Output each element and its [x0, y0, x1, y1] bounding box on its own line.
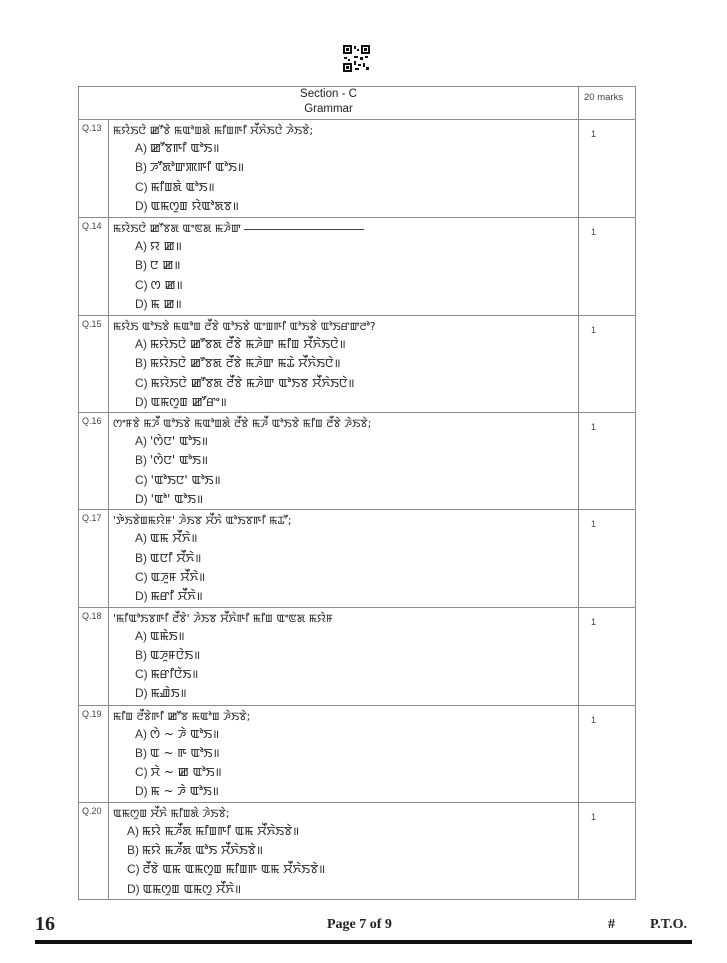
answer-option — [109, 197, 578, 216]
option-text: ꯃꯉꯥꯏ॥ — [150, 686, 187, 701]
option-label: B) — [135, 745, 147, 760]
question-row — [79, 120, 636, 218]
option-text: ꯑꯃ ꯆꯩꯈꯥ॥ — [150, 531, 198, 546]
answer-option — [109, 782, 578, 801]
question-text-content: ꯃꯌꯥꯏꯅꯥ ꯀꯧꯕꯗ ꯑꯦꯟꯗ ꯃꯍꯥꯛ — [113, 222, 241, 235]
section-header — [79, 87, 579, 120]
question-body — [109, 413, 579, 510]
option-label: D) — [135, 492, 148, 507]
answer-option — [109, 256, 578, 275]
option-text: ꯃꯤꯡꯗꯥ ꯑꯣꯏ॥ — [150, 179, 215, 194]
question-marks: 1 — [579, 218, 636, 316]
option-label: A) — [135, 141, 147, 155]
section-marks: 20 marks — [579, 87, 636, 120]
question-marks: 1 — [579, 413, 636, 510]
option-label: C) — [135, 179, 148, 194]
question-text — [109, 316, 578, 335]
option-label: D) — [135, 784, 148, 799]
option-text: ꯁ ꯀ॥ — [150, 277, 183, 292]
option-text: ꯍꯧꯗꯣꯛꯄꯒꯤ ꯑꯣꯏ॥ — [150, 160, 245, 175]
option-label: A) — [135, 531, 147, 546]
option-label: D) — [135, 686, 148, 701]
answer-option — [109, 529, 578, 548]
answer-option — [109, 490, 578, 509]
section-title: Section - C — [300, 88, 357, 100]
question-body — [109, 802, 579, 899]
option-text: ꯑꯃꯥꯏ॥ — [150, 628, 185, 643]
option-text: ꯃꯔꯤꯅꯥꯏ॥ — [150, 667, 199, 682]
answer-option — [109, 841, 578, 860]
option-text: ꯑꯅꯤ ꯆꯩꯈꯥ॥ — [150, 550, 202, 565]
option-label: A) — [135, 726, 147, 741]
option-label: B) — [135, 647, 147, 662]
pto-label: P.T.O. — [650, 917, 687, 932]
question-row — [79, 607, 636, 705]
option-label: B) — [135, 258, 147, 273]
option-text: ꯃꯌꯥ ꯃꯍꯩꯗ ꯃꯤꯡꯒꯤ ꯑꯃ ꯆꯩꯈꯥꯏꯕꯥ॥ — [142, 823, 300, 838]
answer-option — [109, 471, 578, 490]
option-text: ꯃ ~ ꯍꯥ ꯑꯣꯏ॥ — [150, 784, 219, 799]
answer-option — [109, 725, 578, 744]
option-label: A) — [135, 434, 147, 449]
page-number: 16 — [35, 913, 55, 935]
option-label: C) — [135, 765, 148, 780]
option-text: 'ꯁꯥꯅ' ꯑꯣꯏ॥ — [150, 434, 209, 449]
question-text-content: ꯃꯌꯥꯏ ꯑꯣꯏꯕꯥ ꯃꯑꯣꯡ ꯂꯩꯕꯥ ꯑꯣꯏꯕꯥ ꯑꯦꯡꯒꯤ ꯑꯣꯏꯕꯥ ꯑꯣꯏꯔꯛꯂꯣ? — [113, 320, 376, 333]
option-label: D) — [135, 296, 148, 311]
option-text: ꯑꯃꯁꯨꯡ ꯌꯥꯑꯣꯗꯕ॥ — [150, 198, 239, 213]
question-text — [109, 803, 578, 822]
question-text-content: ꯑꯃꯁꯨꯡ ꯆꯩꯈꯥ ꯃꯤꯡꯗꯥ ꯍꯥꯏꯕꯥ; — [113, 806, 230, 820]
section-subtitle: Grammar — [304, 103, 353, 115]
option-text: ꯌ ꯀ॥ — [150, 239, 182, 253]
option-label: C) — [135, 277, 148, 292]
option-text: 'ꯑꯣꯏꯅ' ꯑꯣꯏ॥ — [150, 472, 221, 487]
page-label: Page 7 of 9 — [327, 917, 392, 932]
question-number: Q.14 — [79, 218, 109, 316]
question-text — [109, 706, 578, 725]
answer-option — [109, 822, 578, 841]
answer-option — [109, 178, 578, 197]
option-label: B) — [135, 453, 147, 468]
option-text: ꯑꯍꯨꯝ ꯆꯩꯈꯥ॥ — [150, 569, 206, 584]
question-row — [79, 218, 636, 316]
question-marks: 1 — [579, 510, 636, 607]
question-body — [109, 316, 579, 413]
option-label: B) — [135, 356, 147, 371]
option-label: A) — [127, 823, 139, 838]
question-text-content: ꯃꯌꯥꯏꯅꯥ ꯀꯧꯕꯥ ꯃꯑꯣꯡꯗꯥ ꯃꯤꯡꯒꯤ ꯆꯩꯈꯥꯏꯅꯥ ꯍꯥꯏꯕꯥ; — [113, 124, 314, 137]
option-text: ꯃꯌꯥꯏꯅꯥ ꯀꯧꯕꯗ ꯂꯩꯕꯥ ꯃꯍꯥꯛ ꯃꯤꯡ ꯆꯩꯈꯥꯏꯅꯥ॥ — [150, 337, 346, 351]
question-row — [79, 705, 636, 802]
footer-rule — [35, 940, 692, 944]
question-number: Q.13 — [79, 120, 109, 218]
question-text-content: 'ꯃꯤꯑꯣꯏꯕꯒꯤ ꯂꯩꯕꯥ' ꯍꯥꯏꯕ ꯆꯩꯈꯥꯒꯤ ꯃꯤꯡ ꯑꯦꯟꯗ ꯃꯌꯥꯝ — [113, 611, 333, 625]
question-number: Q.19 — [79, 705, 109, 802]
answer-option — [109, 158, 578, 177]
answer-option — [109, 451, 578, 470]
question-body — [109, 218, 579, 316]
answer-option — [109, 276, 578, 295]
question-marks: 1 — [579, 120, 636, 218]
grammar-question-table — [78, 86, 636, 900]
question-body — [109, 607, 579, 705]
option-text: ꯑꯃꯁꯨꯡ ꯀꯧꯔꯦ॥ — [150, 394, 227, 409]
question-marks: 1 — [579, 316, 636, 413]
answer-option — [109, 860, 578, 879]
answer-option — [109, 646, 578, 665]
qr-code — [343, 45, 370, 72]
question-body — [109, 510, 579, 607]
question-text — [109, 413, 578, 432]
question-text — [109, 218, 578, 237]
option-text: ꯑꯃꯁꯨꯡ ꯑꯃꯁꯨ ꯆꯩꯈꯥ॥ — [142, 881, 242, 896]
question-text-content: ꯃꯤꯡ ꯂꯩꯕꯥꯒꯤ ꯀꯧꯕ ꯃꯑꯣꯡ ꯍꯥꯏꯕꯥ; — [113, 709, 251, 723]
answer-option — [109, 393, 578, 412]
answer-option — [109, 665, 578, 684]
question-text-content: 'ꯇꯥꯏꯕꯥꯡꯃꯌꯥꯝ' ꯍꯥꯏꯕ ꯆꯩꯈꯥ ꯑꯣꯏꯕꯒꯤ ꯃꯊꯧ; — [113, 514, 292, 528]
option-label: B) — [127, 843, 139, 858]
answer-option — [109, 335, 578, 354]
option-label: C) — [135, 375, 148, 390]
answer-option — [109, 354, 578, 373]
question-text — [109, 120, 578, 139]
answer-blank — [244, 229, 364, 230]
question-row — [79, 413, 636, 510]
option-label: D) — [127, 881, 140, 896]
option-label: A) — [135, 628, 147, 643]
question-body — [109, 120, 579, 218]
option-text: ꯃꯌꯥꯏꯅꯥ ꯀꯧꯕꯗ ꯂꯩꯕꯥ ꯃꯍꯥꯛ ꯃꯊꯥ ꯆꯩꯈꯥꯏꯅꯥ॥ — [150, 356, 341, 371]
option-label: D) — [135, 198, 148, 213]
option-label: C) — [127, 862, 140, 877]
option-text: ꯑꯍꯨꯝꯅꯥꯏ॥ — [150, 647, 201, 662]
question-row — [79, 510, 636, 607]
answer-option — [109, 432, 578, 451]
option-text: ꯁꯥ ~ ꯍꯥ ꯑꯣꯏ॥ — [150, 726, 220, 741]
option-text: ꯀꯧꯕꯒꯤ ꯑꯣꯏ॥ — [150, 141, 220, 155]
question-number: Q.18 — [79, 607, 109, 705]
question-marks: 1 — [579, 607, 636, 705]
answer-option — [109, 627, 578, 646]
question-number: Q.17 — [79, 510, 109, 607]
question-text-content: ꯁꯦꯝꯕꯥ ꯃꯍꯩ ꯑꯣꯏꯕꯥ ꯃꯑꯣꯡꯗꯥ ꯂꯩꯕꯥ ꯃꯍꯩ ꯑꯣꯏꯕꯥ ꯃꯤꯡ ꯂꯩꯕꯥ ꯍꯥꯏꯕꯥ; — [113, 417, 372, 431]
option-text: 'ꯁꯥꯅ' ꯑꯣꯏ॥ — [150, 453, 209, 468]
option-label: C) — [135, 472, 148, 487]
option-text: ꯃꯌꯥꯏꯅꯥ ꯀꯧꯕꯗ ꯂꯩꯕꯥ ꯃꯍꯥꯛ ꯑꯣꯏꯕ ꯆꯩꯈꯥꯏꯅꯥ॥ — [150, 375, 355, 390]
question-body — [109, 705, 579, 802]
option-text: ꯃꯔꯤ ꯆꯩꯈꯥ॥ — [150, 589, 203, 604]
answer-option — [109, 568, 578, 587]
option-label: D) — [135, 394, 148, 409]
answer-option — [109, 237, 578, 256]
question-row — [79, 802, 636, 899]
question-number: Q.15 — [79, 316, 109, 413]
answer-option — [109, 587, 578, 606]
option-text: ꯂꯩꯕꯥ ꯑꯃ ꯑꯃꯁꯨꯡ ꯃꯤꯡꯒ ꯑꯃ ꯆꯩꯈꯥꯏꯕꯥ॥ — [142, 862, 326, 877]
answer-option — [109, 549, 578, 568]
answer-option — [109, 295, 578, 314]
question-row — [79, 316, 636, 413]
option-text: 'ꯑꯣ' ꯑꯣꯏ॥ — [150, 492, 204, 507]
option-text: ꯅ ꯀ॥ — [150, 258, 181, 273]
option-label: C) — [135, 569, 148, 584]
option-label: B) — [135, 160, 147, 175]
question-text — [109, 510, 578, 529]
option-text: ꯃꯌꯥ ꯃꯍꯩꯗ ꯑꯣꯏ ꯆꯩꯈꯥꯏꯕꯥ॥ — [142, 843, 264, 858]
answer-option — [109, 374, 578, 393]
option-label: A) — [135, 337, 147, 351]
answer-option — [109, 139, 578, 158]
answer-option — [109, 880, 578, 899]
question-marks: 1 — [579, 705, 636, 802]
hash-mark: # — [608, 917, 615, 932]
option-label: A) — [135, 239, 147, 253]
answer-option — [109, 763, 578, 782]
question-number: Q.20 — [79, 802, 109, 899]
option-label: B) — [135, 550, 147, 565]
answer-option — [109, 684, 578, 703]
option-label: C) — [135, 667, 148, 682]
question-text — [109, 608, 578, 627]
question-marks: 1 — [579, 802, 636, 899]
question-number: Q.16 — [79, 413, 109, 510]
answer-option — [109, 744, 578, 763]
option-text: ꯆꯥ ~ ꯀ ꯑꯣꯏ॥ — [150, 765, 222, 780]
option-text: ꯃ ꯀ॥ — [150, 296, 182, 311]
option-label: D) — [135, 589, 148, 604]
page-footer — [0, 913, 727, 937]
option-text: ꯑ ~ ꯒ ꯑꯣꯏ॥ — [150, 745, 220, 760]
